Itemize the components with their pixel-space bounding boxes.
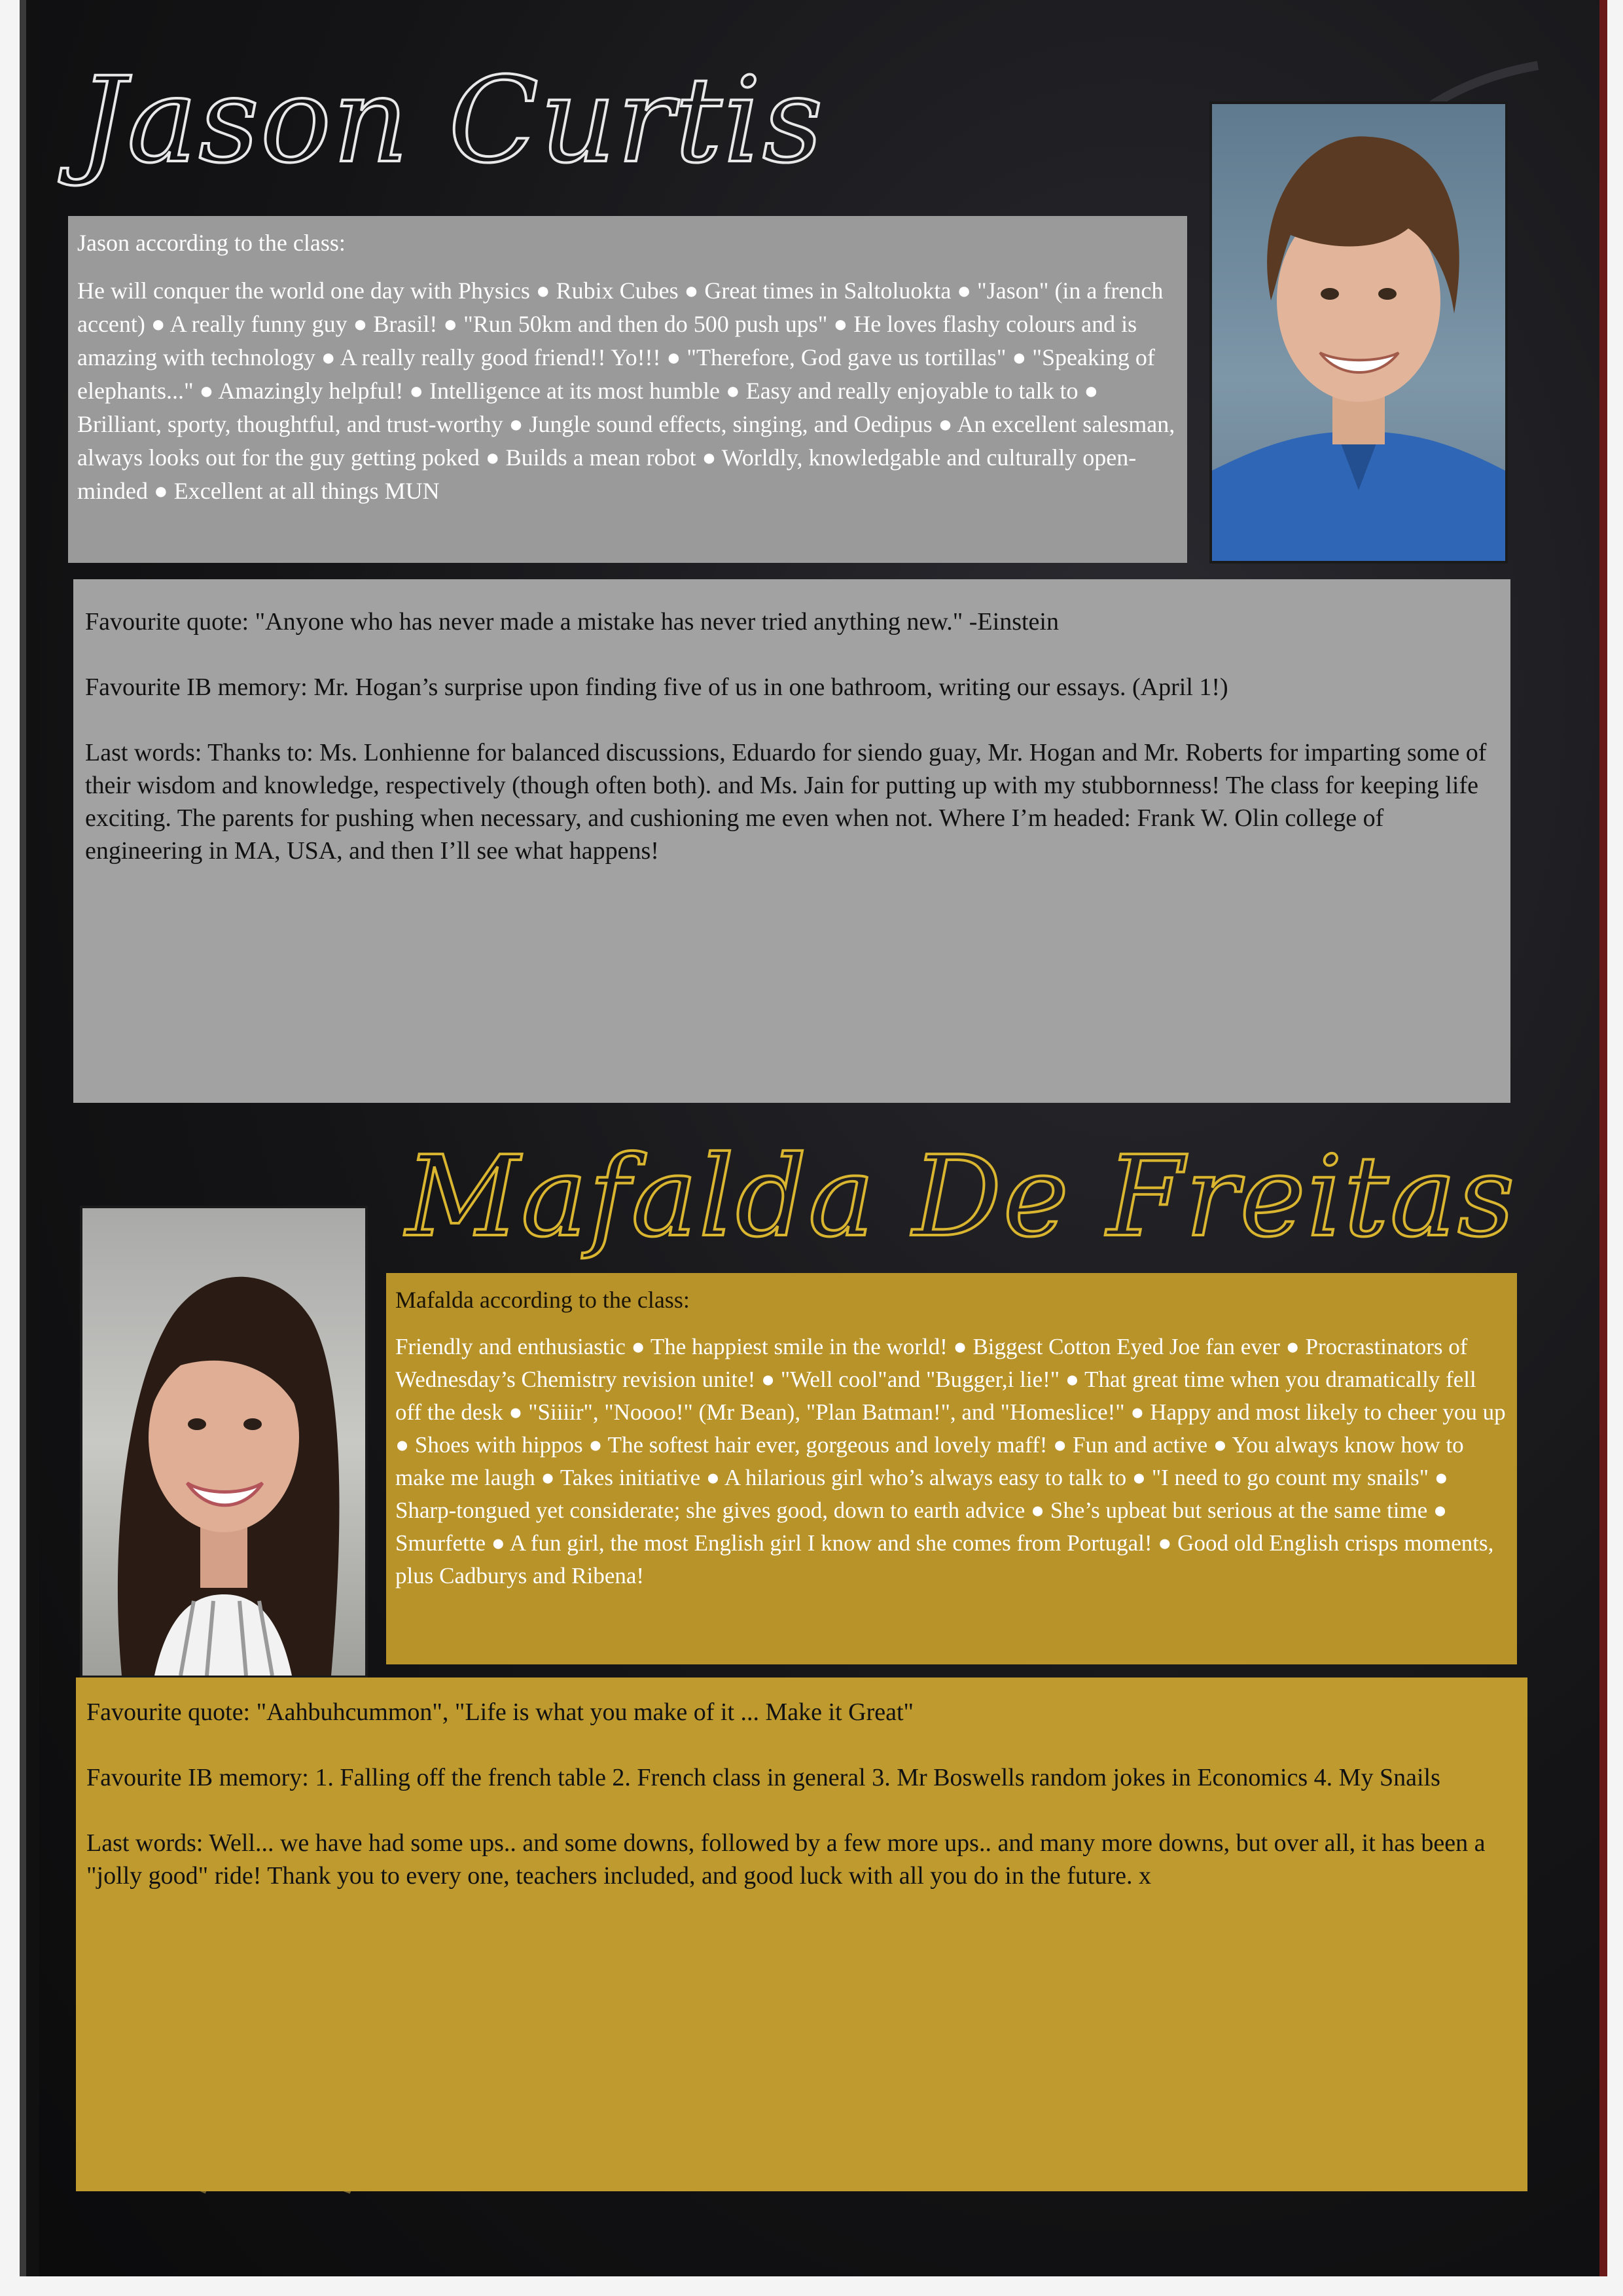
portrait-photo-mafalda (80, 1206, 368, 1678)
favourite-quote-mafalda: Favourite quote: "Aahbuhcummon", "Life is what you make of it ... Make it Great" (86, 1698, 914, 1726)
class-comments-jason: He will conquer the world one day with Physics ● Rubix Cubes ● Great times in Saltoluokta ● "Jason" (in a french accent) ● A really funny guy ● Brasil! ● "Run 50km and then do 500 push ups" ● He loves flashy colours and is amazing with technology ● A really really good friend!! Yo!!! ● "Therefore, God gave us tortillas" ● "Speaking of elephants..." ● Amazingly helpful! ● Intelligence at its most humble ● Easy and really enjoyable to talk to ● Brilliant, sporty, thoughtful, and trust-worthy ● Jungle sound effects, singing, and Oedipus ● An excellent salesman, always looks out for the guy getting poked ● Builds a mean robot ● Worldly, knowledgable and culturally open-minded ● Excellent at all things MUN (77, 278, 1175, 504)
according-label-mafalda: Mafalda according to the class: (395, 1287, 690, 1313)
portrait-illustration-mafalda (82, 1208, 365, 1676)
favourite-ib-memory-jason: Favourite IB memory: Mr. Hogan’s surprise upon finding five of us in one bathroom, writing our essays. (April 1!) (85, 673, 1228, 701)
favourite-quote-jason: Favourite quote: "Anyone who has never made a mistake has never tried anything new." -Einstein (85, 608, 1059, 636)
page-edge-bottom (0, 2276, 1623, 2296)
last-words-jason: Last words: Thanks to: Ms. Lonhienne for balanced discussions, Eduardo for siendo guay, Mr. Hogan and Mr. Roberts for imparting some of their wisdom and knowledge, respectively (though often both). and Ms. Jain for putting up with my stubbornness! The class for keeping life exciting. The parents for pushing when necessary, and cushioning me even when not. Where I’m headed: Frank W. Olin college of engineering in MA, USA, and then I’ll see what happens! (85, 739, 1487, 865)
student-name-jason: Jason Curtis (79, 52, 825, 189)
according-label-jason: Jason according to the class: (77, 230, 346, 256)
page-edge-right (1599, 0, 1623, 2296)
last-words-mafalda: Last words: Well... we have had some ups.. and some downs, followed by a few more ups.. and many more downs, but over all, it has been a "jolly good" ride! Thank you to every one, teachers included, and good luck with all you do in the future. x (86, 1829, 1486, 1890)
details-panel-jason (73, 579, 1510, 1103)
bio-panel-mafalda (386, 1273, 1517, 1664)
class-comments-mafalda: Friendly and enthusiastic ● The happiest smile in the world! ● Biggest Cotton Eyed Joe fan ever ● Procrastinators of Wednesday’s Chemistry revision unite! ● "Well cool"and "Bugger,i lie!" ● That great time when you dramatically fell off the desk ● "Siiiir", "Noooo!" (Mr Bean), "Plan Batman!", and "Homeslice!" ● Happy and most likely to cheer you up ● Shoes with hippos ● The softest hair ever, gorgeous and lovely maff! ● Fun and active ● You always know how to make me laugh ● Takes initiative ● A hilarious girl who’s always easy to talk to ● "I need to go count my snails" ● Sharp-tongued yet considerate; she gives good, down to earth advice ● She’s upbeat but serious at the same time ● Smurfette ● A fun girl, the most English girl I know and she comes from Portugal! ● Good old English crisps moments, plus Cadburys and Ribena! (395, 1334, 1506, 1588)
page-binding-left (0, 0, 39, 2296)
bio-panel-jason (68, 216, 1187, 563)
student-name-mafalda: Mafalda De Freitas (406, 1132, 1516, 1262)
portrait-illustration-jason (1212, 104, 1505, 561)
details-panel-mafalda (76, 1677, 1527, 2191)
portrait-photo-jason (1209, 101, 1508, 564)
favourite-ib-memory-mafalda: Favourite IB memory: 1. Falling off the french table 2. French class in general 3. Mr Boswells random jokes in Economics 4. My Snails (86, 1764, 1440, 1791)
